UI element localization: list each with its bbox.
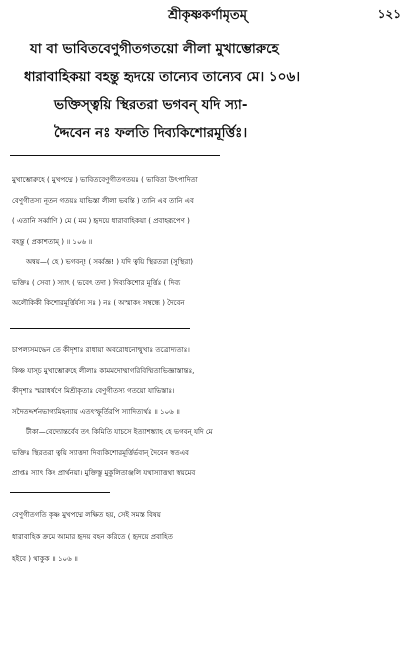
commentary-line: কিঞ্চ যাস্চ মুখাম্ভোরুহে লীলাঃ কামমদোম্মাগরিবিম্মিতাভিজ্ঞাস্তান্তঃ, <box>12 366 195 375</box>
verse-line: দ্দৈবেন নঃ ফলতি দিব্যকিশোরমূর্ত্তিঃ। <box>54 125 248 141</box>
section-divider <box>10 155 220 156</box>
page-header <box>0 6 415 28</box>
page-number: ১২১ <box>377 7 401 21</box>
commentary-line: বেণুগীতস্য নূতন গতয়ঃ যাভিস্তা লীলা ভবন্তি ) তানি এব তানি এব <box>12 196 194 205</box>
verse-line: ভক্তিস্ত্বয়ি স্থিরতরা ভগবন্ যদি স্যা- <box>54 97 248 113</box>
sanskrit-commentary <box>12 340 407 484</box>
anvaya-line: ভক্তিঃ ( সেবা ) স্যাৎ ( ভবেৎ তদা ) দিব্যকিশোর মূর্ত্তিঃ ( দিব্য <box>12 278 181 287</box>
translation-line: বেণুগীতগতি কৃষ্ণ মুখপদ্মে লক্ষিত হয়, সেই সমস্ত বিষয় <box>12 511 161 519</box>
tika-line: প্রাপ্তঃ স্যাৎ কিং প্রার্থনয়া। মুক্তিস্তু মুকুলিতাঞ্জলি যথাস্যাত্তথা স্বয়মেব <box>12 469 196 477</box>
anvaya-line: অলৌকিকী কিশোরমূর্ত্তির্যস্য সঃ ) নঃ ( অস্মাকং সম্বন্ধে ) দৈবেন <box>12 299 185 307</box>
tika-line: ভক্তিঃ স্থিরতরা ত্বয়ি স্যাত্তদা দিব্যকিশোরমূর্ত্তির্ভবান্ দৈবেন স্বতএব <box>12 448 189 457</box>
commentary-line: মুখাম্ভোরুহে ( মুখপদ্মে ) ভাবিতবেণুগীতগতয়ঃ ( ভাবিতা উৎপাদিতা <box>12 176 198 184</box>
running-title: শ্রীকৃষ্ণকর্ণামৃতম্ <box>168 8 247 23</box>
translation-line: হইবে ) থাকুক ॥ ১০৬ ॥ <box>12 555 78 563</box>
translation-line: ধারাবাহিক ক্রমে আমার হৃদয় বহন করিতে ( হৃদয়ে প্রবাহিত <box>12 533 173 541</box>
commentary-line: বহন্তু ( প্রকাশতাম্ ) ॥ ১০৬ ॥ <box>12 237 93 246</box>
word-commentary <box>12 170 407 314</box>
verse-line: ধারাবাহিকয়া বহন্তু হৃদয়ে তান্যেব তান্যেব মে। ১০৬। <box>24 69 301 85</box>
commentary-line: সদৈতদ্দর্শনভাগ্যমিহন্যায় এতৎস্ফূর্তিরপি স্যাদিত্যর্থঃ ॥ ১০৬ ॥ <box>12 407 180 416</box>
commentary-line: কীদৃশাঃ স্মরাধর্ষণে মিশ্রীকৃতাঃ বেণুগীতস্য গতয়ো যাভিস্তাঃ। <box>12 387 175 395</box>
bengali-translation <box>12 504 407 570</box>
section-divider <box>10 328 190 329</box>
commentary-line: ( এতানি সর্ব্বাণি ) মে ( মম ) হৃদয়ে ধারাবাহিকয়া ( প্রবাহরূপেণ ) <box>12 217 190 225</box>
verse-line: যা বা ভাবিতবেণুগীতগতয়ো লীলা মুখাম্ভোরুহে <box>30 41 279 57</box>
anvaya-line: অন্বয়—( হে ) ভগবন্! ( সর্ব্বজ্ঞ! ) যদি ত্বয়ি স্থিরতরা (সুস্থিরা) <box>26 258 193 266</box>
tika-line: টীকা—বেদ্যোন্তর্বেব তৎ কিমিতি যাচসে ইত্যাশঙ্ক্যাহ হে ভগবন্ যদি মে <box>26 428 213 436</box>
section-divider <box>10 492 110 493</box>
commentary-line: চাপল্যসমদ্ধেন তে কীদৃশাঃ রাধায়া অবরোধনোন্মুখাঃ তত্রোদ্যতাঃ। <box>12 346 190 354</box>
